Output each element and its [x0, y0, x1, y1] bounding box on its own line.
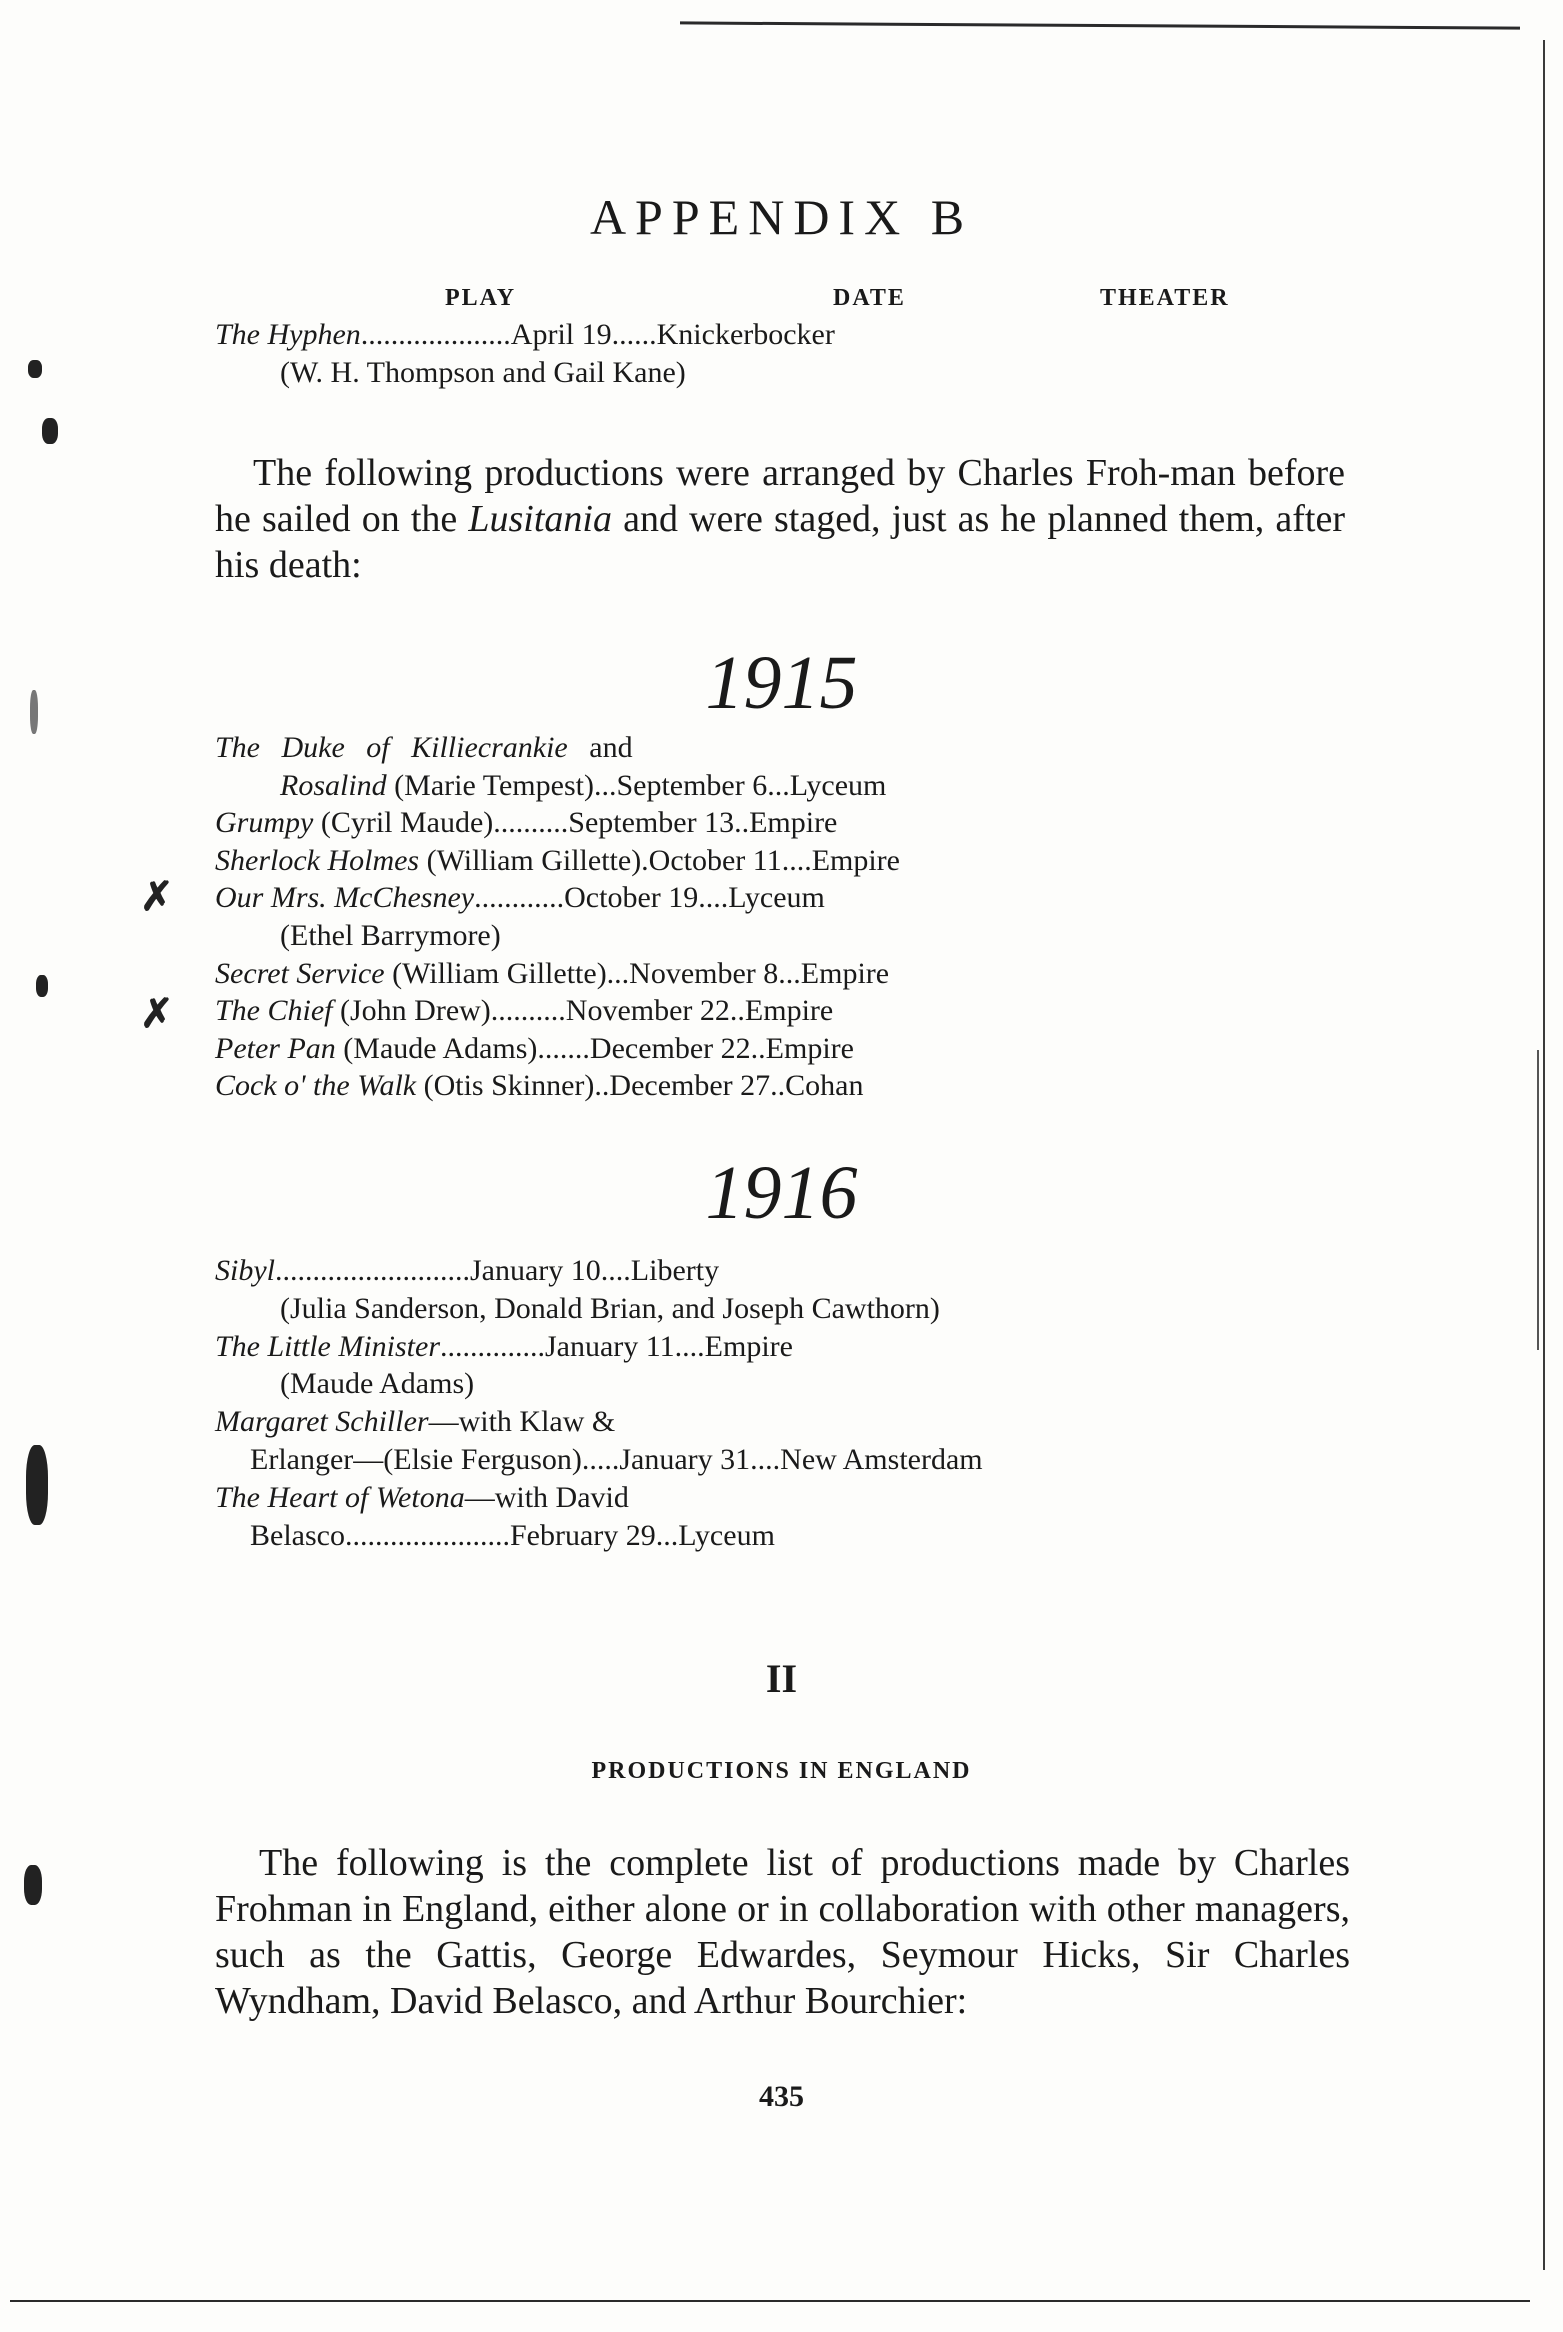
hyphen-entry — [215, 317, 835, 353]
entry-detail: ..........................January 10....Liberty — [275, 1254, 720, 1287]
intro-paragraph — [215, 450, 1345, 588]
production-entry — [280, 768, 886, 804]
production-entry — [280, 1291, 940, 1327]
play-title: Rosalind — [280, 768, 387, 802]
header-play: PLAY — [445, 285, 517, 311]
production-entry — [280, 918, 501, 954]
production-entry — [215, 1480, 629, 1516]
play-theater: Knickerbocker — [656, 318, 835, 351]
entry-detail: (Maude Adams).......December 22..Empire — [335, 1031, 854, 1065]
play-title: Peter Pan — [215, 1031, 336, 1065]
entry-cast: (Ethel Barrymore) — [280, 919, 501, 952]
header-date: DATE — [833, 285, 906, 311]
entry-cast: (Maude Adams) — [280, 1367, 475, 1401]
play-title: Sibyl — [215, 1254, 275, 1287]
production-entry — [215, 1253, 719, 1289]
entry-detail: —with Klaw & — [428, 1405, 616, 1439]
ship-name: Lusitania — [468, 498, 612, 540]
page-number: 435 — [759, 2080, 804, 2113]
entry-detail: (William Gillette)...November 8...Empire — [384, 956, 890, 990]
play-title: Cock o' the Walk — [215, 1069, 417, 1103]
appendix-title: APPENDIX B — [589, 189, 974, 245]
play-title: The Little Minister — [215, 1329, 440, 1363]
year-heading-1915: 1915 — [705, 641, 858, 725]
production-entry — [215, 1404, 615, 1440]
intro-text-2: and were staged, just as he planned them, after his death: — [215, 498, 1345, 586]
production-entry — [280, 1366, 474, 1402]
hyphen-cast: (W. H. Thompson and Gail Kane) — [280, 356, 686, 389]
play-title: The Hyphen — [215, 318, 361, 351]
section-number: II — [765, 1656, 798, 1701]
entry-detail: (Otis Skinner)..December 27..Cohan — [416, 1069, 864, 1103]
entry-detail: (Marie Tempest)...September 6...Lyceum — [386, 768, 887, 802]
header-theater: THEATER — [1100, 285, 1230, 311]
play-date: April 19 — [510, 318, 612, 351]
entry-detail: (John Drew)..........November 22..Empire — [332, 994, 834, 1028]
play-title: Grumpy — [215, 806, 314, 840]
play-title: Sherlock Holmes — [215, 843, 420, 877]
entry-cast: (Julia Sanderson, Donald Brian, and Joseph Cawthorn) — [280, 1291, 940, 1325]
production-entry — [250, 1442, 983, 1478]
scan-speck — [28, 360, 42, 378]
production-entry — [215, 843, 900, 879]
scan-speck — [26, 1445, 48, 1525]
entry-detail: and — [567, 731, 633, 764]
entry-detail: Belasco......................February 29...Lyceum — [250, 1518, 775, 1552]
intro-text-1: The following productions were arranged by Charles Froh-man before he sailed on the — [215, 452, 1345, 540]
production-entry — [215, 1031, 854, 1067]
leader-dots: ...... — [611, 318, 657, 351]
entry-detail: ..............January 11....Empire — [440, 1329, 793, 1363]
production-entry — [250, 1518, 775, 1554]
entry-detail: Erlanger—(Elsie Ferguson).....January 31....New Amsterdam — [250, 1443, 983, 1476]
play-title: Secret Service — [215, 956, 385, 990]
check-mark: ✗ — [140, 991, 174, 1036]
play-title: Margaret Schiller — [215, 1405, 429, 1439]
closing-paragraph: The following is the complete list of productions made by Charles Frohman in England, either alone or in collaboration with other managers, such as the Gattis, George Edwardes, Seymour Hicks, Sir Charles Wyndham, David Belasco, and Arthur Bourchier: — [215, 1842, 1350, 2022]
scan-speck — [36, 975, 48, 997]
scan-speck — [24, 1865, 42, 1905]
production-entry — [215, 993, 833, 1029]
scan-edge-bottom — [10, 2300, 1530, 2302]
production-entry — [215, 730, 633, 766]
play-title: The Heart of Wetona — [215, 1480, 465, 1514]
leader-dots: .................... — [360, 318, 511, 351]
production-entry — [215, 880, 825, 916]
scan-speck — [42, 418, 58, 444]
check-mark: ✗ — [140, 874, 174, 919]
entry-detail: (William Gillette).October 11....Empire — [419, 843, 900, 877]
entry-detail: —with David — [464, 1480, 629, 1514]
production-entry — [215, 1329, 793, 1365]
section-title: PRODUCTIONS IN ENGLAND — [591, 1758, 972, 1784]
entry-detail: (Cyril Maude)..........September 13..Empire — [313, 806, 838, 840]
production-entry — [215, 805, 837, 841]
entry-detail: ............October 19....Lyceum — [474, 881, 825, 915]
production-entry — [215, 1068, 864, 1104]
play-title: Our Mrs. McChesney — [215, 881, 475, 915]
play-title: The Chief — [215, 994, 333, 1028]
year-heading-1916: 1916 — [705, 1151, 858, 1235]
play-title: The Duke of Killiecrankie — [215, 731, 568, 764]
production-entry — [215, 956, 889, 992]
scan-edge-top — [680, 21, 1520, 29]
